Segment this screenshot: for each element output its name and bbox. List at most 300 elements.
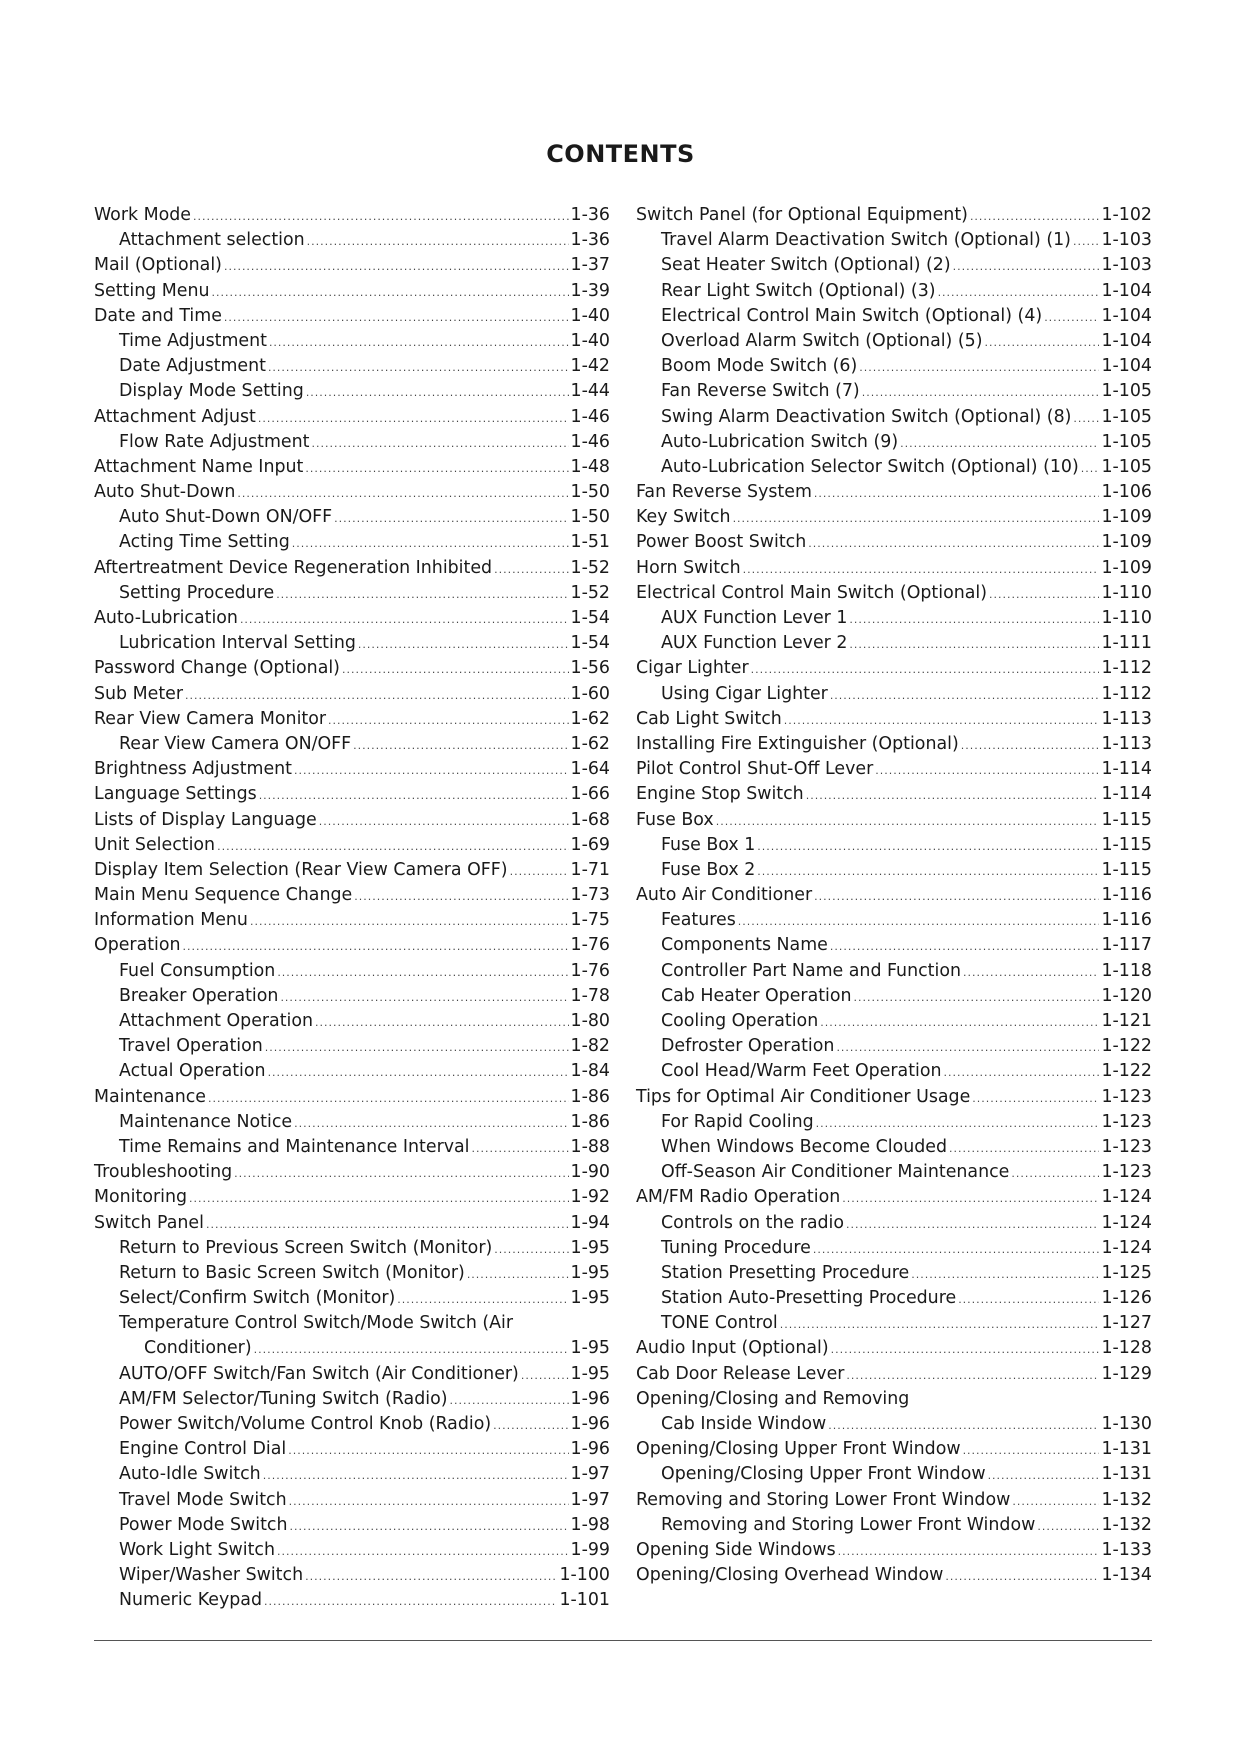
toc-entry-page: 1-40 xyxy=(570,305,610,326)
toc-entry[interactable] xyxy=(94,1213,610,1238)
toc-entry[interactable] xyxy=(94,633,610,658)
toc-entry-title: Controls on the radio xyxy=(661,1212,845,1233)
toc-entry[interactable] xyxy=(636,558,1152,583)
toc-entry[interactable] xyxy=(94,1389,610,1414)
dot-leader xyxy=(757,840,1099,853)
toc-entry-page: 1-125 xyxy=(1101,1262,1152,1283)
toc-entry-page: 1-95 xyxy=(570,1363,610,1384)
toc-entry-title-continued: Cab Inside Window xyxy=(661,1414,827,1434)
toc-entry-title: Auto-Lubrication Selector Switch (Optional) (10) xyxy=(661,456,1079,477)
toc-entry[interactable] xyxy=(94,381,610,406)
toc-entry[interactable] xyxy=(94,281,610,306)
toc-entry[interactable] xyxy=(636,281,1152,306)
toc-entry[interactable] xyxy=(636,835,1152,860)
footer-divider xyxy=(94,1640,1152,1641)
dot-leader xyxy=(944,1066,1100,1079)
toc-entry[interactable] xyxy=(636,986,1152,1011)
toc-entry[interactable] xyxy=(94,457,610,482)
toc-entry[interactable] xyxy=(636,205,1152,230)
toc-entry-title: Switch Panel (for Optional Equipment) xyxy=(636,205,968,225)
toc-entry-title: Setting Menu xyxy=(94,280,210,301)
toc-entry-title: Station Auto-Presetting Procedure xyxy=(661,1288,957,1309)
toc-entry[interactable] xyxy=(636,1263,1152,1288)
toc-entry-title: Fan Reverse Switch (7) xyxy=(661,381,860,402)
toc-entry-title: Flow Rate Adjustment xyxy=(119,431,310,452)
toc-entry-page: 1-98 xyxy=(570,1514,610,1535)
toc-entry-page: 1-92 xyxy=(570,1187,610,1208)
toc-entry-page: 1-115 xyxy=(1101,834,1152,855)
toc-entry-page: 1-40 xyxy=(570,330,610,351)
dot-leader xyxy=(875,764,1099,777)
toc-entry[interactable] xyxy=(636,860,1152,885)
toc-entry[interactable] xyxy=(94,558,610,583)
toc-entry[interactable] xyxy=(636,1464,1152,1489)
dot-leader xyxy=(450,1394,569,1407)
toc-entry[interactable] xyxy=(636,407,1152,432)
toc-entry[interactable] xyxy=(94,583,610,608)
toc-entry-title: Travel Mode Switch xyxy=(119,1489,287,1510)
toc-entry-page: 1-131 xyxy=(1101,1464,1152,1485)
toc-entry-title: Travel Operation xyxy=(119,1036,263,1057)
dot-leader xyxy=(814,890,1099,903)
toc-entry[interactable] xyxy=(94,734,610,759)
toc-entry[interactable] xyxy=(636,1187,1152,1212)
dot-leader xyxy=(208,1092,569,1105)
toc-entry-page: 1-104 xyxy=(1101,330,1152,351)
toc-entry[interactable] xyxy=(636,1364,1152,1389)
toc-entry-title: Fuse Box 1 xyxy=(661,834,756,855)
toc-entry-title: Tuning Procedure xyxy=(661,1237,811,1258)
toc-entry[interactable] xyxy=(636,1515,1152,1540)
toc-entry-page: 1-113 xyxy=(1101,733,1152,754)
dot-leader xyxy=(258,412,569,425)
toc-entry-page: 1-100 xyxy=(559,1565,610,1586)
dot-leader xyxy=(862,386,1100,399)
dot-leader xyxy=(521,1369,569,1382)
toc-entry-page: 1-132 xyxy=(1101,1514,1152,1535)
toc-entry[interactable] xyxy=(636,658,1152,683)
toc-entry[interactable] xyxy=(636,1338,1152,1363)
toc-entry-page: 1-46 xyxy=(570,431,610,452)
toc-entry[interactable] xyxy=(94,784,610,809)
dot-leader xyxy=(1012,1495,1099,1508)
toc-entry-title: Using Cigar Lighter xyxy=(661,683,828,704)
toc-entry-page: 1-95 xyxy=(570,1338,610,1359)
dot-leader xyxy=(757,865,1099,878)
toc-entry-page: 1-52 xyxy=(570,582,610,603)
toc-entry[interactable] xyxy=(636,432,1152,457)
toc-entry-page: 1-96 xyxy=(570,1414,610,1434)
toc-entry-page: 1-95 xyxy=(570,1262,610,1283)
dot-leader xyxy=(738,915,1100,928)
toc-entry[interactable] xyxy=(94,1238,610,1263)
toc-entry-page: 1-50 xyxy=(570,482,610,503)
dot-leader xyxy=(808,537,1099,550)
dot-leader xyxy=(193,210,569,223)
dot-leader xyxy=(288,1444,568,1457)
dot-leader xyxy=(289,1495,569,1508)
toc-entry-title: AM/FM Radio Operation xyxy=(636,1187,841,1208)
toc-entry[interactable] xyxy=(636,532,1152,557)
dot-leader xyxy=(849,613,1099,626)
toc-entry-title: Auto Air Conditioner xyxy=(636,885,813,906)
toc-entry-page: 1-71 xyxy=(570,859,610,880)
toc-entry[interactable] xyxy=(94,684,610,709)
toc-entry-page: 1-101 xyxy=(559,1590,610,1611)
dot-leader xyxy=(353,739,568,752)
toc-entry-page: 1-121 xyxy=(1101,1011,1152,1031)
toc-entry[interactable] xyxy=(636,255,1152,280)
dot-leader xyxy=(945,1570,1099,1583)
toc-entry[interactable] xyxy=(94,709,610,734)
toc-entry-page: 1-123 xyxy=(1101,1111,1152,1132)
toc-entry[interactable] xyxy=(94,810,610,835)
toc-entry[interactable] xyxy=(636,1238,1152,1263)
toc-entry-title: Setting Procedure xyxy=(119,582,275,603)
toc-entry-title: Cigar Lighter xyxy=(636,658,749,679)
toc-entry-title: Work Mode xyxy=(94,205,191,225)
toc-entry[interactable] xyxy=(94,1313,610,1363)
toc-entry-title-continued: Conditioner) xyxy=(144,1338,252,1359)
toc-entry[interactable] xyxy=(636,633,1152,658)
toc-entry-title: Work Light Switch xyxy=(119,1539,275,1560)
dot-leader xyxy=(224,311,569,324)
toc-entry-page: 1-122 xyxy=(1101,1061,1152,1082)
dot-leader xyxy=(311,437,568,450)
toc-entry[interactable] xyxy=(94,1087,610,1112)
toc-entry[interactable] xyxy=(94,1414,610,1439)
toc-entry-title: Key Switch xyxy=(636,507,731,528)
toc-entry[interactable] xyxy=(636,1565,1152,1590)
toc-entry-title: Horn Switch xyxy=(636,557,741,578)
toc-entry[interactable] xyxy=(636,1036,1152,1061)
toc-entry-title: Rear View Camera Monitor xyxy=(94,708,327,729)
dot-leader xyxy=(294,1117,568,1130)
toc-entry-page: 1-95 xyxy=(570,1237,610,1258)
toc-entry[interactable] xyxy=(94,885,610,910)
toc-entry[interactable] xyxy=(636,1137,1152,1162)
toc-entry[interactable] xyxy=(636,961,1152,986)
toc-entry-page: 1-50 xyxy=(570,507,610,528)
toc-entry-title: Electrical Control Main Switch (Optional) xyxy=(636,582,988,603)
dot-leader xyxy=(1081,462,1100,475)
toc-entry-title: Travel Alarm Deactivation Switch (Optional) (1) xyxy=(661,230,1071,251)
toc-entry[interactable] xyxy=(94,860,610,885)
toc-entry-title: Auto-Idle Switch xyxy=(119,1464,261,1485)
dot-leader xyxy=(963,1444,1100,1457)
toc-entry-title: When Windows Become Clouded xyxy=(661,1136,948,1157)
dot-leader xyxy=(334,512,568,525)
dot-leader xyxy=(185,689,569,702)
toc-entry[interactable] xyxy=(636,1540,1152,1565)
toc-entry-title: Overload Alarm Switch (Optional) (5) xyxy=(661,330,983,351)
dot-leader xyxy=(911,1268,1099,1281)
toc-entry[interactable] xyxy=(94,1112,610,1137)
toc-column-left xyxy=(94,205,610,1616)
toc-entry-title: Attachment Operation xyxy=(119,1011,314,1031)
toc-entry[interactable] xyxy=(94,935,610,960)
toc-entry-title: Boom Mode Switch (6) xyxy=(661,356,858,377)
toc-entry[interactable] xyxy=(94,331,610,356)
toc-entry[interactable] xyxy=(94,1011,610,1036)
toc-entry[interactable] xyxy=(94,1263,610,1288)
dot-leader xyxy=(961,739,1100,752)
toc-entry-page: 1-36 xyxy=(570,205,610,225)
toc-entry-page: 1-109 xyxy=(1101,507,1152,528)
toc-entry[interactable] xyxy=(636,1112,1152,1137)
toc-entry-title: Cab Light Switch xyxy=(636,708,782,729)
toc-entry[interactable] xyxy=(94,532,610,557)
toc-entry[interactable] xyxy=(94,759,610,784)
toc-entry-page: 1-62 xyxy=(570,733,610,754)
toc-entry[interactable] xyxy=(94,986,610,1011)
toc-entry-title: Swing Alarm Deactivation Switch (Optional) (8) xyxy=(661,406,1072,427)
toc-entry[interactable] xyxy=(636,684,1152,709)
toc-entry[interactable] xyxy=(94,407,610,432)
toc-entry-page: 1-134 xyxy=(1101,1565,1152,1586)
toc-entry[interactable] xyxy=(636,1011,1152,1036)
toc-entry[interactable] xyxy=(94,1565,610,1590)
toc-entry[interactable] xyxy=(94,835,610,860)
toc-entry[interactable] xyxy=(94,1590,610,1615)
dot-leader xyxy=(1037,1520,1099,1533)
toc-entry-title: Time Remains and Maintenance Interval xyxy=(119,1136,470,1157)
toc-entry-title: Engine Stop Switch xyxy=(636,784,804,805)
toc-entry-page: 1-114 xyxy=(1101,784,1152,805)
toc-entry-title: Tips for Optimal Air Conditioner Usage xyxy=(636,1086,971,1107)
dot-leader xyxy=(806,789,1100,802)
toc-entry-title: Cooling Operation xyxy=(661,1011,819,1031)
toc-entry-page: 1-112 xyxy=(1101,683,1152,704)
toc-entry-title: Cab Heater Operation xyxy=(661,985,852,1006)
toc-entry[interactable] xyxy=(94,608,610,633)
dot-leader xyxy=(315,1016,569,1029)
toc-entry[interactable] xyxy=(636,1087,1152,1112)
toc-entry-title: Fan Reverse System xyxy=(636,482,812,503)
toc-entry[interactable] xyxy=(636,1389,1152,1439)
toc-entry-title: Breaker Operation xyxy=(119,985,279,1006)
toc-entry[interactable] xyxy=(636,356,1152,381)
toc-entry-title: Power Switch/Volume Control Knob (Radio) xyxy=(119,1414,492,1434)
toc-entry-page: 1-128 xyxy=(1101,1338,1152,1359)
toc-entry-title: Fuse Box 2 xyxy=(661,859,756,880)
toc-entry[interactable] xyxy=(636,910,1152,935)
toc-entry[interactable] xyxy=(636,709,1152,734)
toc-entry-title: Display Mode Setting xyxy=(119,381,304,402)
dot-leader xyxy=(342,663,569,676)
dot-leader xyxy=(854,991,1100,1004)
toc-entry[interactable] xyxy=(636,1213,1152,1238)
toc-entry-page: 1-95 xyxy=(570,1288,610,1309)
toc-entry-title: Date Adjustment xyxy=(119,356,266,377)
toc-entry-title: Unit Selection xyxy=(94,834,216,855)
toc-entry-page: 1-104 xyxy=(1101,305,1152,326)
dot-leader xyxy=(842,1192,1099,1205)
toc-entry[interactable] xyxy=(636,810,1152,835)
toc-entry-title: Language Settings xyxy=(94,784,257,805)
toc-entry-title: Maintenance Notice xyxy=(119,1111,293,1132)
dot-leader xyxy=(838,1545,1100,1558)
toc-entry[interactable] xyxy=(94,507,610,532)
toc-entry[interactable] xyxy=(94,961,610,986)
toc-entry-title: Return to Previous Screen Switch (Monitor) xyxy=(119,1237,493,1258)
dot-leader xyxy=(970,210,1100,223)
toc-entry-page: 1-39 xyxy=(570,280,610,301)
dot-leader xyxy=(259,789,569,802)
toc-entry[interactable] xyxy=(636,885,1152,910)
dot-leader xyxy=(949,1142,1099,1155)
toc-entry-title: Seat Heater Switch (Optional) (2) xyxy=(661,255,951,276)
toc-entry-page: 1-111 xyxy=(1101,633,1152,654)
toc-entry[interactable] xyxy=(94,1288,610,1313)
dot-leader xyxy=(467,1268,569,1281)
toc-entry[interactable] xyxy=(636,1288,1152,1313)
dot-leader xyxy=(1011,1167,1099,1180)
toc-entry-title: Engine Control Dial xyxy=(119,1439,287,1460)
dot-leader xyxy=(836,1041,1099,1054)
toc-entry-title: Off-Season Air Conditioner Maintenance xyxy=(661,1162,1010,1183)
toc-entry[interactable] xyxy=(94,1540,610,1565)
toc-entry-page: 1-90 xyxy=(570,1162,610,1183)
toc-entry-title: Attachment selection xyxy=(119,230,305,251)
toc-entry-title: For Rapid Cooling xyxy=(661,1111,814,1132)
toc-entry-page: 1-56 xyxy=(570,658,610,679)
toc-entry-title: Fuse Box xyxy=(636,809,714,830)
dot-leader xyxy=(846,1218,1099,1231)
toc-entry[interactable] xyxy=(94,1061,610,1086)
toc-entry[interactable] xyxy=(636,230,1152,255)
toc-entry[interactable] xyxy=(636,1490,1152,1515)
dot-leader xyxy=(953,260,1100,273)
toc-entry-title: Date and Time xyxy=(94,305,222,326)
toc-entry-title: Acting Time Setting xyxy=(119,532,290,553)
toc-entry[interactable] xyxy=(94,1162,610,1187)
toc-entry[interactable] xyxy=(94,230,610,255)
dot-leader xyxy=(206,1218,569,1231)
dot-leader xyxy=(820,1016,1099,1029)
dot-leader xyxy=(264,1595,557,1608)
toc-entry[interactable] xyxy=(636,1061,1152,1086)
toc-entry[interactable] xyxy=(94,1464,610,1489)
toc-entry[interactable] xyxy=(94,205,610,230)
toc-entry-page: 1-126 xyxy=(1101,1288,1152,1309)
toc-entry[interactable] xyxy=(94,1137,610,1162)
toc-entry-page: 1-76 xyxy=(570,960,610,981)
toc-entry[interactable] xyxy=(636,507,1152,532)
toc-entry[interactable] xyxy=(636,482,1152,507)
toc-entry[interactable] xyxy=(94,356,610,381)
toc-entry-title: Monitoring xyxy=(94,1187,187,1208)
dot-leader xyxy=(751,663,1100,676)
dot-leader xyxy=(250,915,569,928)
toc-entry-page: 1-66 xyxy=(570,784,610,805)
toc-entry-page: 1-104 xyxy=(1101,356,1152,377)
toc-entry[interactable] xyxy=(636,1162,1152,1187)
toc-entry-page: 1-114 xyxy=(1101,759,1152,780)
toc-entry[interactable] xyxy=(636,381,1152,406)
toc-entry-page: 1-54 xyxy=(570,608,610,628)
toc-entry-page: 1-112 xyxy=(1101,658,1152,679)
toc-entry[interactable] xyxy=(636,331,1152,356)
toc-entry-title: Opening/Closing Overhead Window xyxy=(636,1565,944,1586)
toc-entry-title: Cool Head/Warm Feet Operation xyxy=(661,1061,942,1082)
toc-entry[interactable] xyxy=(636,608,1152,633)
dot-leader xyxy=(306,386,569,399)
toc-entry[interactable] xyxy=(94,1187,610,1212)
toc-entry[interactable] xyxy=(636,935,1152,960)
toc-entry-title: Auto-Lubrication xyxy=(94,608,238,628)
toc-entry[interactable] xyxy=(636,1439,1152,1464)
toc-entry[interactable] xyxy=(636,1313,1152,1338)
toc-entry[interactable] xyxy=(94,432,610,457)
dot-leader xyxy=(397,1293,568,1306)
toc-entry-title: Lubrication Interval Setting xyxy=(119,633,356,654)
toc-entry-page: 1-94 xyxy=(570,1212,610,1233)
dot-leader xyxy=(277,966,568,979)
toc-entry-title: Attachment Name Input xyxy=(94,456,304,477)
toc-entry[interactable] xyxy=(636,734,1152,759)
toc-entry[interactable] xyxy=(94,1036,610,1061)
dot-leader xyxy=(224,260,569,273)
toc-entry[interactable] xyxy=(94,306,610,331)
toc-entry-page: 1-105 xyxy=(1101,431,1152,452)
toc-entry[interactable] xyxy=(636,759,1152,784)
dot-leader xyxy=(830,689,1100,702)
toc-entry-title: Auto-Lubrication Switch (9) xyxy=(661,431,899,452)
dot-leader xyxy=(989,588,1099,601)
dot-leader xyxy=(900,437,1099,450)
toc-entry-page: 1-115 xyxy=(1101,859,1152,880)
toc-entry[interactable] xyxy=(636,784,1152,809)
dot-leader xyxy=(1073,235,1100,248)
toc-entry[interactable] xyxy=(636,583,1152,608)
toc-entry-page: 1-117 xyxy=(1101,935,1152,956)
dot-leader xyxy=(859,361,1099,374)
toc-entry[interactable] xyxy=(94,1364,610,1389)
toc-entry[interactable] xyxy=(636,457,1152,482)
toc-entry-title: Electrical Control Main Switch (Optional) (4) xyxy=(661,305,1043,326)
toc-entry[interactable] xyxy=(636,306,1152,331)
toc-entry-title: Removing and Storing Lower Front Window xyxy=(636,1489,1011,1510)
toc-entry[interactable] xyxy=(94,1515,610,1540)
toc-entry-page: 1-110 xyxy=(1101,582,1152,603)
toc-entry-title: Power Boost Switch xyxy=(636,532,807,553)
dot-leader xyxy=(212,286,569,299)
toc-entry-title: Installing Fire Extinguisher (Optional) xyxy=(636,733,959,754)
toc-entry-title: Attachment Adjust xyxy=(94,406,256,427)
toc-entry[interactable] xyxy=(94,1439,610,1464)
toc-entry[interactable] xyxy=(94,910,610,935)
toc-entry-title: Audio Input (Optional) xyxy=(636,1338,829,1359)
toc-entry[interactable] xyxy=(94,255,610,280)
dot-leader xyxy=(265,1041,569,1054)
toc-entry[interactable] xyxy=(94,482,610,507)
toc-entry-page: 1-122 xyxy=(1101,1036,1152,1057)
dot-leader xyxy=(268,1066,569,1079)
dot-leader xyxy=(292,537,569,550)
toc-entry-title: Time Adjustment xyxy=(119,330,267,351)
toc-entry-title: AUX Function Lever 2 xyxy=(661,633,848,654)
toc-entry[interactable] xyxy=(94,658,610,683)
toc-entry-title: AM/FM Selector/Tuning Switch (Radio) xyxy=(119,1388,448,1409)
toc-entry[interactable] xyxy=(94,1490,610,1515)
toc-entry-title: Troubleshooting xyxy=(94,1162,233,1183)
dot-leader xyxy=(972,1092,1099,1105)
dot-leader xyxy=(733,512,1100,525)
toc-entry-page: 1-105 xyxy=(1101,381,1152,402)
toc-entry-title: Numeric Keypad xyxy=(119,1590,263,1611)
dot-leader xyxy=(985,336,1100,349)
